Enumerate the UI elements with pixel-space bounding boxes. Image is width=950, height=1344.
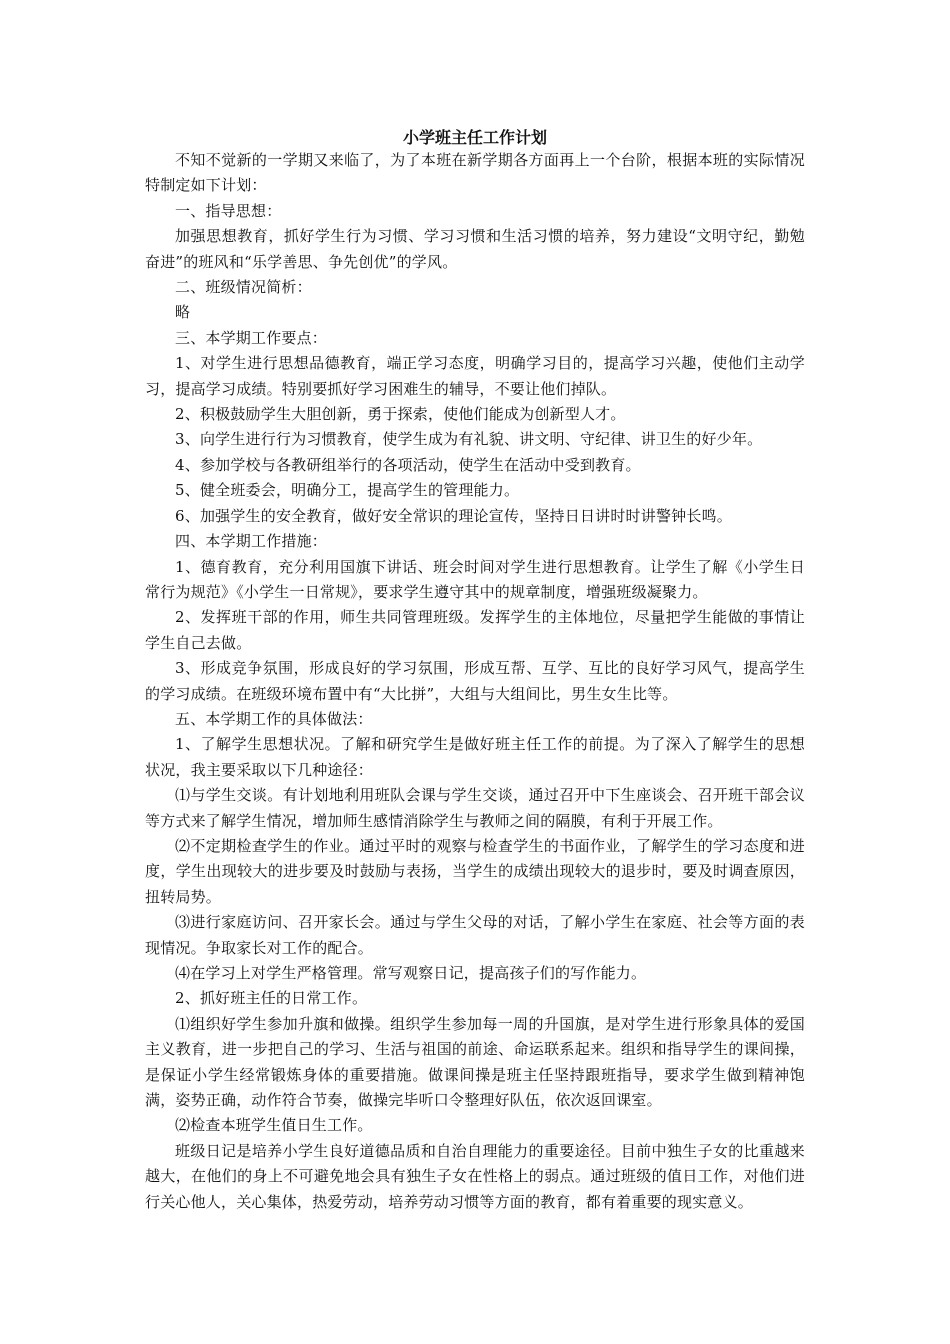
key-point-item: 5、健全班委会，明确分工，提高学生的管理能力。: [175, 481, 520, 500]
document-page: [145, 124, 805, 1215]
key-point-item: 2、积极鼓励学生大胆创新，勇于探索，使他们能成为创新型人才。: [175, 405, 626, 424]
measure-item: 3、形成竞争氛围，形成良好的学习氛围，形成互帮、互学、互比的良好学习风气，提高学生的学习成绩。在班级环境布置中有“大比拼”，大组与大组间比，男生女生比等。: [145, 659, 805, 703]
document-body: [145, 148, 805, 1215]
heading-class-analysis: 二、班级情况简析：: [175, 278, 312, 297]
key-point-item: 3、向学生进行行为习惯教育，使学生成为有礼貌、讲文明、守纪律、讲卫生的好少年。: [175, 430, 763, 449]
method-subitem: ⑶进行家庭访问、召开家长会。通过与学生父母的对话，了解小学生在家庭、社会等方面的表现情况。争取家长对工作的配合。: [145, 913, 805, 957]
heading-key-points: 三、本学期工作要点：: [175, 328, 328, 347]
paragraph-intro: 不知不觉新的一学期又来临了，为了本班在新学期各方面再上一个台阶，根据本班的实际情况特制定如下计划：: [145, 151, 805, 195]
method-subitem: ⑵检查本班学生值日生工作。: [175, 1116, 373, 1135]
document-title: 小学班主任工作计划: [402, 128, 547, 147]
method-subitem: ⑷在学习上对学生严格管理。常写观察日记，提高孩子们的写作能力。: [175, 964, 647, 982]
key-point-item: 4、参加学校与各教研组举行的各项活动，使学生在活动中受到教育。: [175, 455, 641, 474]
method-item: 2、抓好班主任的日常工作。: [175, 989, 368, 1008]
paragraph-class-diary: 班级日记是培养小学生良好道德品质和自治自理能力的重要途径。目前中独生子女的比重越来越大，在他们的身上不可避免地会具有独生子女在性格上的弱点。通过班级的值日工作，对他们进行关心他人，关心集体，热爱劳动，培养劳动习惯等方面的教育，都有着重要的现实意义。: [145, 1141, 805, 1211]
heading-guiding-thought: 一、指导思想：: [175, 201, 282, 220]
method-subitem: ⑵不定期检查学生的作业。通过平时的观察与检查学生的书面作业，了解学生的学习态度和进度，学生出现较大的进步要及时鼓励与表扬，当学生的成绩出现较大的退步时，要及时调查原因，扭转局势。: [145, 836, 805, 906]
measure-item: 2、发挥班干部的作用，师生共同管理班级。发挥学生的主体地位，尽量把学生能做的事情让学生自己去做。: [145, 608, 805, 652]
method-subitem: ⑴组织好学生参加升旗和做操。组织学生参加每一周的升国旗，是对学生进行形象具体的爱国主义教育，进一步把自己的学习、生活与祖国的前途、命运联系起来。组织和指导学生的课间操，是保证小学生经常锻炼身体的重要措施。做课间操是班主任坚持跟班指导，要求学生做到精神饱满，姿势正确，动作符合节奏，做操完毕听口令整理好队伍，依次返回课室。: [145, 1014, 805, 1110]
measure-item: 1、德育教育，充分利用国旗下讲话、班会时间对学生进行思想教育。让学生了解《小学生日常行为规范》《小学生一日常规》，要求学生遵守其中的规章制度，增强班级凝聚力。: [145, 557, 805, 601]
heading-measures: 四、本学期工作措施：: [175, 532, 328, 551]
key-point-item: 6、加强学生的安全教育，做好安全常识的理论宣传，坚持日日讲时时讲警钟长鸣。: [175, 506, 732, 525]
paragraph-class-analysis: 略: [175, 303, 191, 322]
method-item: 1、了解学生思想状况。了解和研究学生是做好班主任工作的前提。为了深入了解学生的思想状况，我主要采取以下几种途径：: [145, 735, 805, 779]
method-subitem: ⑴与学生交谈。有计划地利用班队会课与学生交谈，通过召开中下生座谈会、召开班干部会议等方式来了解学生情况，增加师生感情消除学生与教师之间的隔膜，有利于开展工作。: [145, 786, 805, 830]
paragraph-guiding-thought: 加强思想教育，抓好学生行为习惯、学习习惯和生活习惯的培养，努力建设“文明守纪，勤勉奋进”的班风和“乐学善思、争先创优”的学风。: [145, 227, 805, 271]
heading-specific-methods: 五、本学期工作的具体做法：: [175, 709, 373, 728]
key-point-item: 1、对学生进行思想品德教育，端正学习态度，明确学习目的，提高学习兴趣，使他们主动学习，提高学习成绩。特别要抓好学习困难生的辅导，不要让他们掉队。: [145, 354, 805, 398]
